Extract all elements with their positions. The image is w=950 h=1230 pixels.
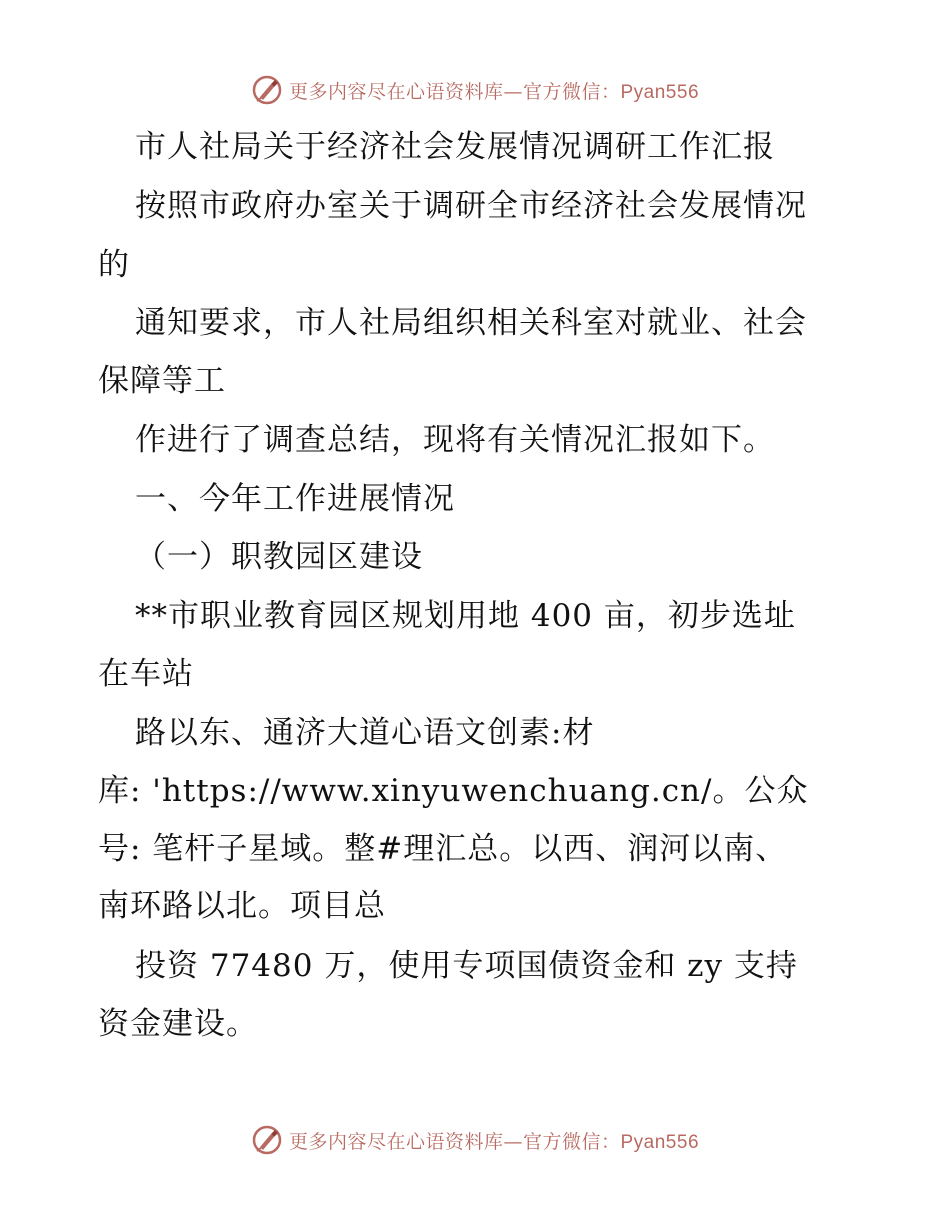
paragraph-line: 库: 'https://www.xinyuwenchuang.cn/。公众 <box>98 773 809 809</box>
watermark-footer <box>0 1120 950 1160</box>
document-title: 市人社局关于经济社会发展情况调研工作汇报 <box>135 129 775 165</box>
paragraph-line: **市职业教育园区规划用地 400 亩，初步选址 <box>135 598 796 634</box>
pen-logo-icon <box>251 74 283 106</box>
watermark-text <box>289 77 699 104</box>
watermark-wechat-id: Pyan556 <box>620 1131 700 1153</box>
paragraph-line: 投资 77480 万，使用专项国债资金和 zy 支持 <box>135 948 798 984</box>
paragraph-line: 在车站 <box>98 656 194 692</box>
paragraph-line: 保障等工 <box>98 363 226 399</box>
section-heading: 一、今年工作进展情况 <box>135 481 455 517</box>
watermark-text <box>289 1127 699 1154</box>
watermark-wechat-id: Pyan556 <box>620 81 700 103</box>
watermark-header <box>0 70 950 110</box>
paragraph-line: 按照市政府办室关于调研全市经济社会发展情况 <box>135 188 807 224</box>
paragraph-line: 的 <box>98 247 130 283</box>
paragraph-line: 路以东、通济大道心语文创素:材 <box>135 715 595 751</box>
watermark-label: 更多内容尽在心语资料库—官方微信： <box>288 1130 621 1153</box>
subsection-heading: （一）职教园区建设 <box>135 539 423 575</box>
paragraph-line: 作进行了调查总结，现将有关情况汇报如下。 <box>135 422 775 458</box>
paragraph-line: 通知要求，市人社局组织相关科室对就业、社会 <box>135 305 807 341</box>
watermark-label: 更多内容尽在心语资料库—官方微信： <box>288 80 621 103</box>
paragraph-line: 南环路以北。项目总 <box>98 888 386 924</box>
paragraph-line: 资金建设。 <box>98 1006 258 1042</box>
paragraph-line: 号: 笔杆子星域。整#理汇总。以西、润河以南、 <box>98 831 788 867</box>
pen-logo-icon <box>251 1124 283 1156</box>
